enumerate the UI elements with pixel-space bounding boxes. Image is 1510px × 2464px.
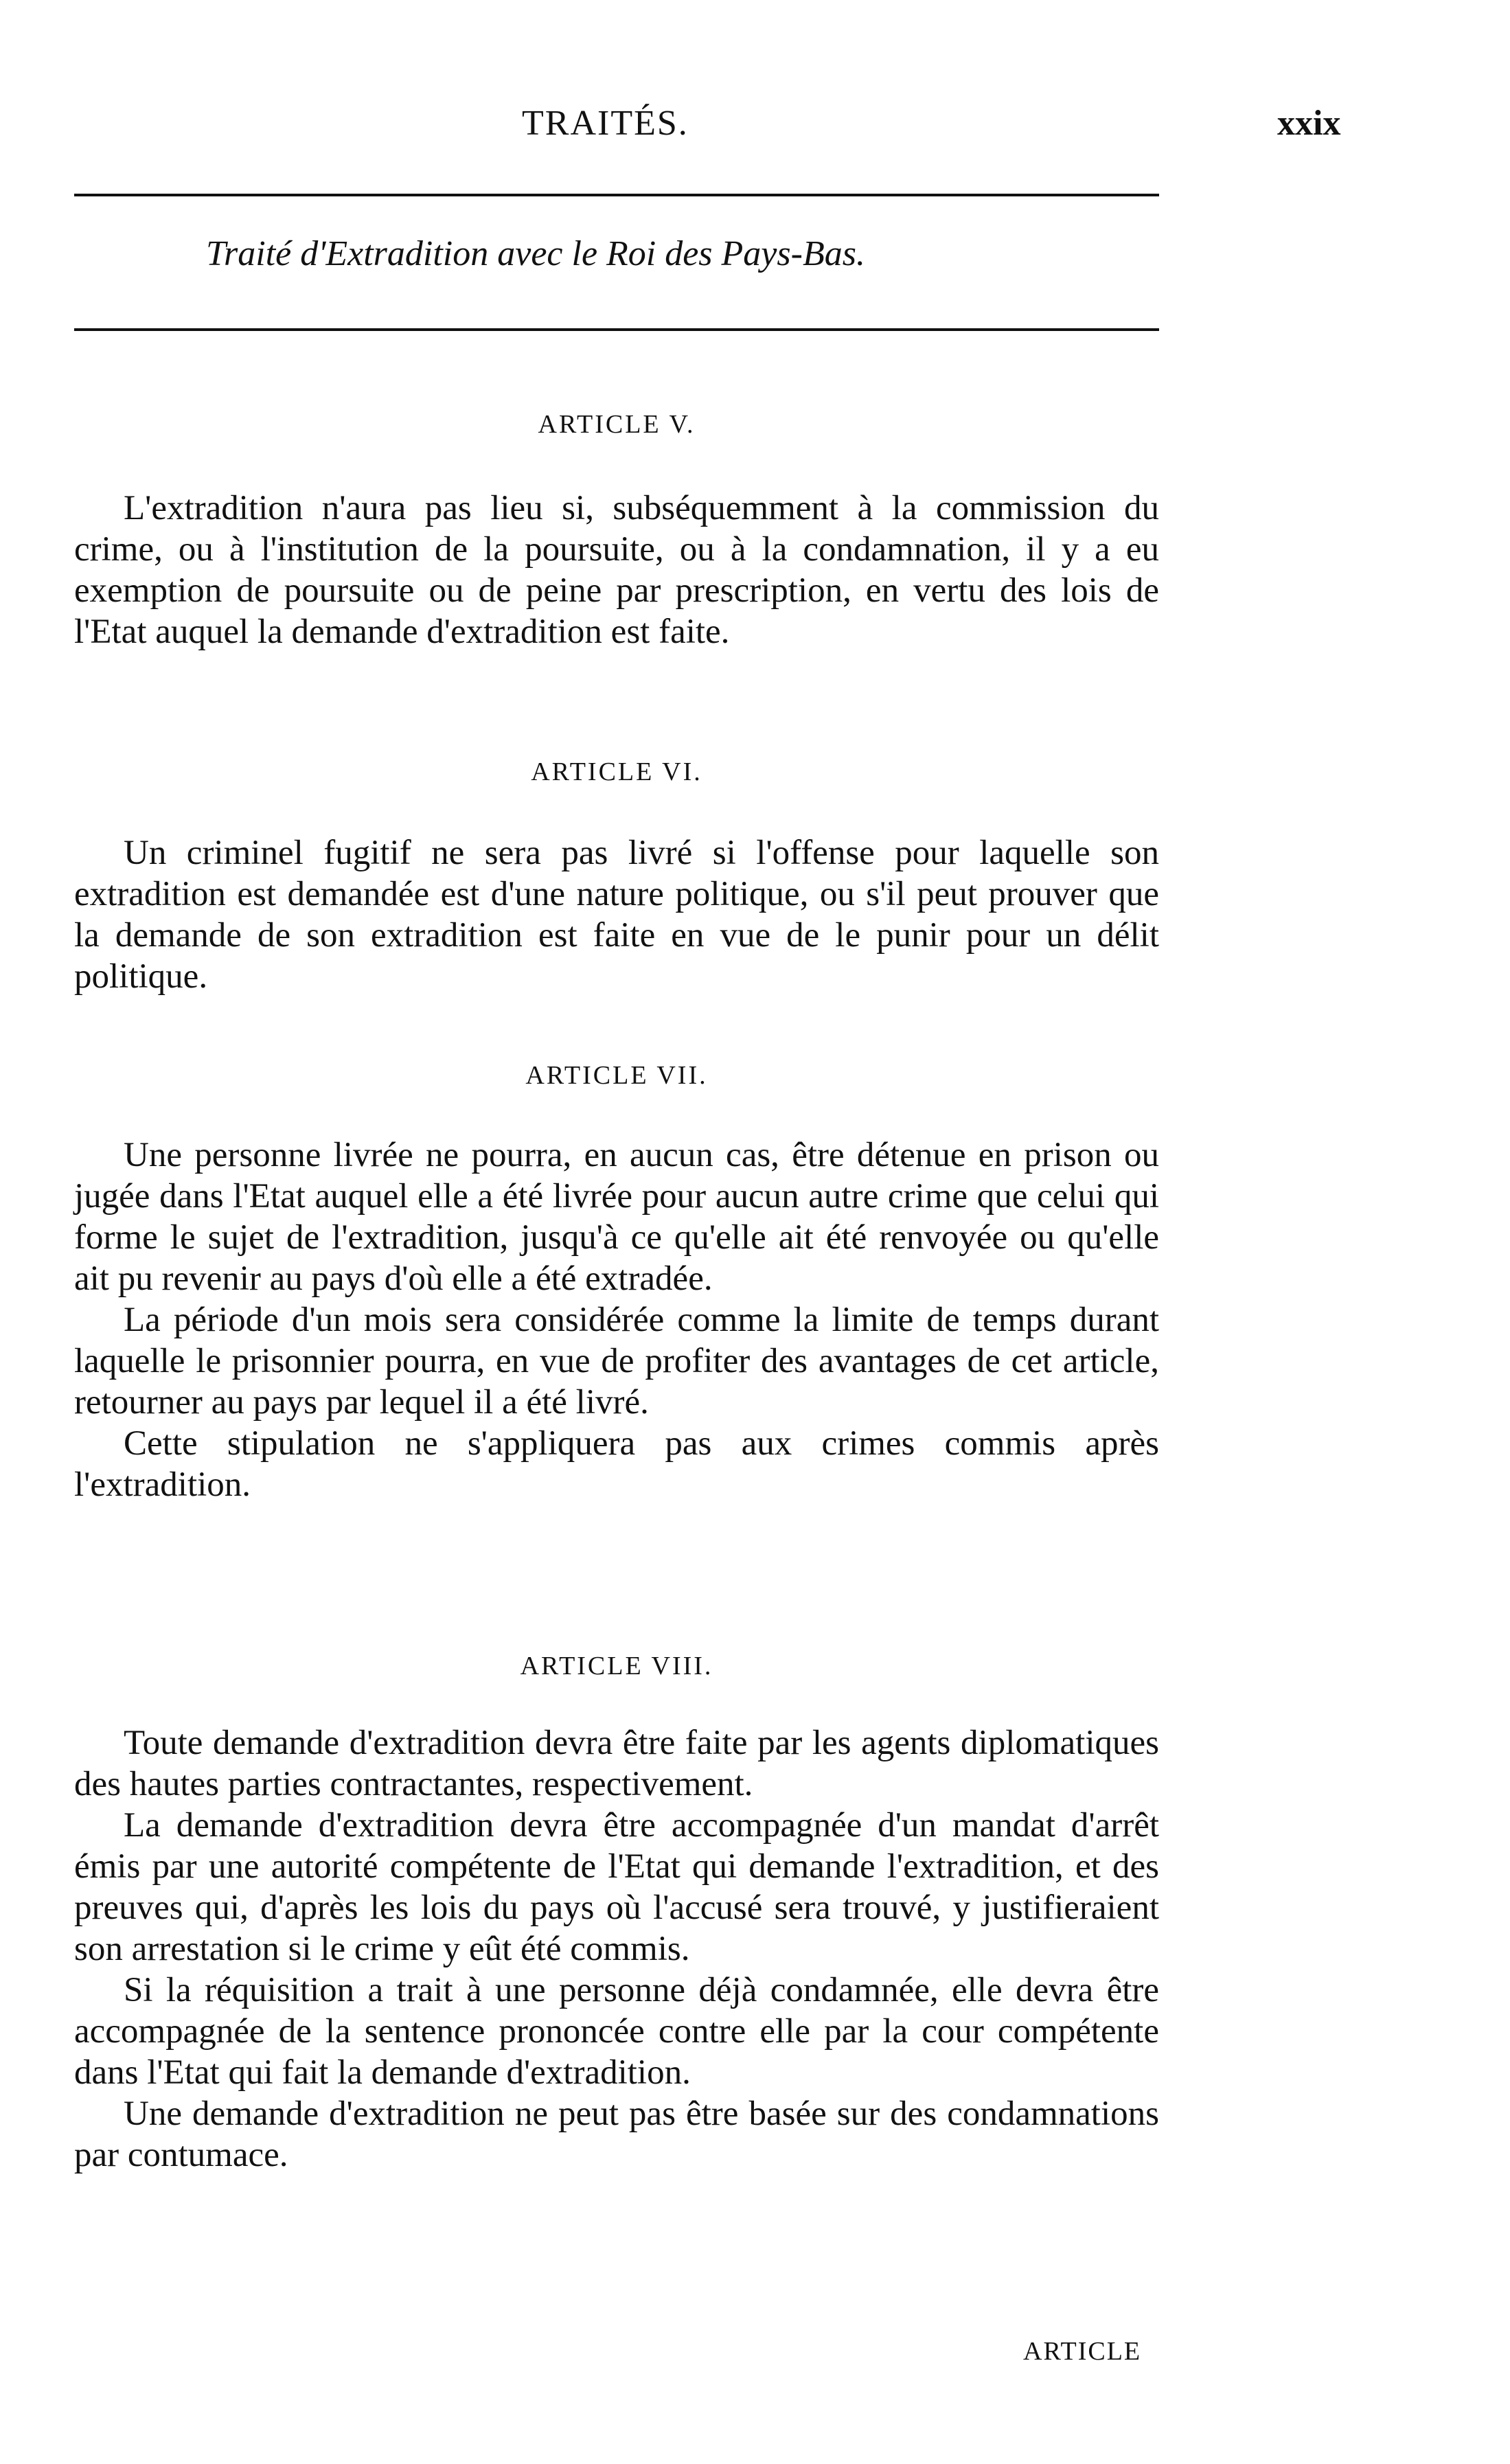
article-7-paragraph-2: La période d'un mois sera considérée comme la limite de temps durant laquelle le prisonnier pourra, en vue de profiter des avantages de cet article, retourner au pays par lequel il a été livré. bbox=[74, 1301, 1159, 1422]
running-title: TRAITÉS. bbox=[522, 104, 689, 143]
article-6-body bbox=[74, 832, 1159, 997]
article-5-body bbox=[74, 488, 1159, 652]
article-8-paragraph-1: Toute demande d'extradition devra être faite par les agents diplomatiques des hautes parties contractantes, respectivement. bbox=[74, 1724, 1159, 1803]
article-6-paragraph-1: Un criminel fugitif ne sera pas livré si l'offense pour laquelle son extradition est demandée est d'une nature politique, ou s'il peut prouver que la demande de son extradition est faite en vue de le punir pour un délit politique. bbox=[74, 834, 1159, 996]
article-7-body bbox=[74, 1134, 1159, 1505]
top-rule bbox=[74, 194, 1159, 196]
subtitle-rule bbox=[74, 328, 1159, 331]
article-8-body bbox=[74, 1722, 1159, 2176]
article-8-paragraph-2: La demande d'extradition devra être accompagnée d'un mandat d'arrêt émis par une autorité compétente de l'Etat qui demande l'extradition, et des preuves qui, d'après les lois du pays où l'accusé sera trouvé, y justifieraient son arrestation si le crime y eût été commis. bbox=[74, 1806, 1159, 1968]
article-8-paragraph-3: Si la réquisition a trait à une personne déjà condamnée, elle devra être accompagnée de la sentence prononcée contre elle par la cour compétente dans l'Etat qui fait la demande d'extradition. bbox=[74, 1971, 1159, 2092]
article-5-paragraph-1: L'extradition n'aura pas lieu si, subséquemment à la commission du crime, ou à l'institution de la poursuite, ou à la condamnation, il y a eu exemption de poursuite ou de peine par prescription, en vertu des lois de l'Etat auquel la demande d'extradition est faite. bbox=[74, 489, 1159, 651]
article-7-paragraph-3: Cette stipulation ne s'appliquera pas aux crimes commis après l'extradition. bbox=[74, 1424, 1159, 1504]
article-7-paragraph-1: Une personne livrée ne pourra, en aucun cas, être détenue en prison ou jugée dans l'Etat auquel elle a été livrée pour aucun autre crime que celui qui forme le sujet de l'extradition, jusqu'à ce qu'elle ait été renvoyée ou qu'elle ait pu revenir au pays d'où elle a été extradée. bbox=[74, 1136, 1159, 1298]
article-5-heading: ARTICLE V. bbox=[538, 410, 696, 439]
article-6-heading: ARTICLE VI. bbox=[531, 757, 702, 786]
catchword: ARTICLE bbox=[1023, 2337, 1142, 2366]
treaty-subtitle: Traité d'Extradition avec le Roi des Pays-Bas. bbox=[206, 234, 865, 273]
page-number: xxix bbox=[1277, 104, 1341, 143]
article-8-paragraph-4: Une demande d'extradition ne peut pas être basée sur des condamnations par contumace. bbox=[74, 2095, 1159, 2174]
article-8-heading: ARTICLE VIII. bbox=[520, 1652, 713, 1680]
article-7-heading: ARTICLE VII. bbox=[525, 1061, 708, 1090]
